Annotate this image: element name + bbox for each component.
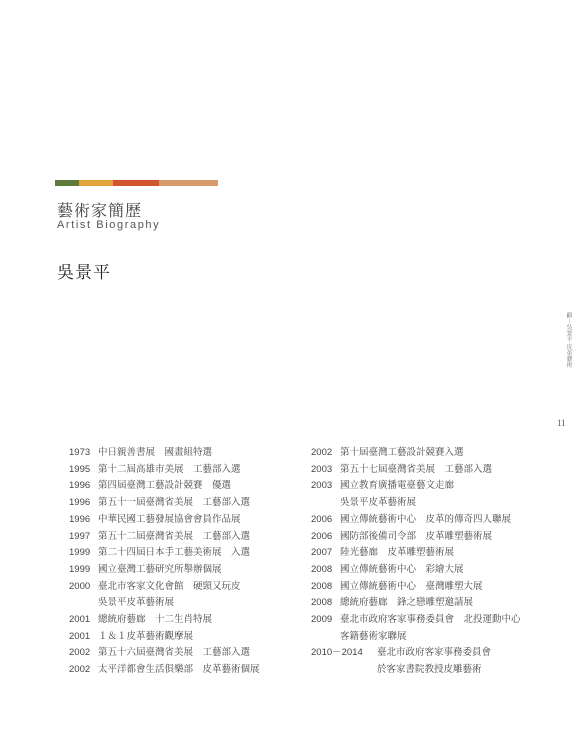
entry-year: 2006 xyxy=(311,530,333,542)
biography-entry xyxy=(69,512,260,529)
entry-text: 第五十六屆臺灣省美展 工藝部入選 xyxy=(98,647,251,659)
entry-text: 中華民國工藝發展協會會員作品展 xyxy=(98,513,241,525)
biography-entry xyxy=(311,612,521,629)
biography-entry xyxy=(69,629,260,646)
biography-entry xyxy=(311,529,521,546)
entry-year: 2008 xyxy=(311,563,333,575)
biography-entry xyxy=(311,512,521,529)
entry-year: 2007 xyxy=(311,547,333,559)
entry-year: 2003 xyxy=(311,480,333,492)
biography-entry xyxy=(69,562,260,579)
color-bar xyxy=(55,180,218,186)
entry-year: 2008 xyxy=(311,597,333,609)
biography-entry xyxy=(311,495,521,512)
entry-year: 1996 xyxy=(69,513,91,525)
entry-year xyxy=(311,629,340,646)
entry-year: 1995 xyxy=(69,463,91,475)
biography-entry xyxy=(311,579,521,596)
biography-entry xyxy=(69,595,260,612)
entry-text: 國立教育廣播電臺藝文走廊 xyxy=(340,480,455,492)
entry-year: 2006 xyxy=(311,513,333,525)
entry-text: 國立臺灣工藝研究所舉辦個展 xyxy=(98,563,222,575)
biography-entry xyxy=(69,495,260,512)
biography-entry xyxy=(311,595,521,612)
entry-text: 第二十四屆日本手工藝美術展 入選 xyxy=(98,547,251,559)
biography-entry xyxy=(69,662,260,679)
entry-text: 國立傳統藝術中心 皮革的傳奇四人聯展 xyxy=(340,513,512,525)
page-number: 11 xyxy=(557,418,566,428)
biography-entry xyxy=(69,462,260,479)
biography-right-column xyxy=(311,445,521,679)
biography-entry xyxy=(69,612,260,629)
artist-name: 吳景平 xyxy=(57,263,111,283)
entry-year xyxy=(311,662,377,679)
entry-text: 臺北市客家文化會館 硬頸又玩皮 xyxy=(98,580,241,592)
section-title-chinese: 藝術家簡歷 xyxy=(57,201,143,220)
biography-entry xyxy=(69,445,260,462)
entry-year: 2002 xyxy=(69,664,91,676)
entry-year: 2010－2014 xyxy=(311,647,363,659)
entry-year: 1999 xyxy=(69,547,91,559)
entry-text: 陸光藝廊 皮革雕塑藝術展 xyxy=(340,547,455,559)
entry-text: 吳景平皮革藝術展 xyxy=(98,597,175,609)
entry-year: 2009 xyxy=(311,614,333,626)
entry-year: 2002 xyxy=(69,647,91,659)
section-title-english: Artist Biography xyxy=(57,219,161,231)
side-running-label: 顧－吳景平 皮革藝術 xyxy=(565,312,572,368)
entry-year xyxy=(311,495,340,512)
biography-entry xyxy=(69,545,260,562)
entry-year xyxy=(69,595,98,612)
biography-left-column xyxy=(69,445,260,679)
entry-text: 第五十七屆臺灣省美展 工藝部入選 xyxy=(340,463,493,475)
biography-entry xyxy=(311,662,521,679)
entry-year: 1999 xyxy=(69,563,91,575)
color-bar-yellow xyxy=(79,180,113,186)
entry-year: 2008 xyxy=(311,580,333,592)
color-bar-red xyxy=(113,180,159,186)
entry-text: １＆１皮革藝術觀摩展 xyxy=(98,630,194,642)
entry-year: 2003 xyxy=(311,463,333,475)
biography-entry xyxy=(311,478,521,495)
biography-entry xyxy=(69,529,260,546)
entry-year: 2000 xyxy=(69,580,91,592)
entry-text: 吳景平皮革藝術展 xyxy=(340,497,417,509)
entry-text: 於客家書院教授皮雕藝術 xyxy=(377,664,482,676)
entry-text: 第四屆臺灣工藝設計競賽 優選 xyxy=(98,480,232,492)
entry-text: 國防部後備司令部 皮革雕塑藝術展 xyxy=(340,530,493,542)
color-bar-green xyxy=(55,180,79,186)
entry-year: 2001 xyxy=(69,614,91,626)
entry-year: 1973 xyxy=(69,447,91,458)
biography-entry xyxy=(69,645,260,662)
biography-entry xyxy=(311,545,521,562)
entry-text: 第五十一屆臺灣省美展 工藝部入選 xyxy=(98,497,251,509)
biography-entry xyxy=(311,645,521,662)
biography-entry xyxy=(311,445,521,462)
biography-entry xyxy=(311,462,521,479)
biography-entry xyxy=(69,478,260,495)
entry-text: 臺北市政府客家事務委員會 xyxy=(377,647,492,659)
entry-text: 太平洋都會生活俱樂部 皮革藝術個展 xyxy=(98,664,260,676)
entry-year: 2002 xyxy=(311,447,333,458)
entry-text: 總統府藝廊 十二生肖特展 xyxy=(98,614,213,626)
biography-entry xyxy=(311,629,521,646)
biography-entry xyxy=(311,562,521,579)
entry-text: 第十二屆高雄市美展 工藝部入選 xyxy=(98,463,241,475)
entry-year: 2001 xyxy=(69,630,91,642)
entry-year: 1997 xyxy=(69,530,91,542)
entry-year: 1996 xyxy=(69,480,91,492)
entry-text: 國立傳統藝術中心 臺灣雕塑大展 xyxy=(340,580,483,592)
biography-entry xyxy=(69,579,260,596)
entry-text: 國立傳統藝術中心 彩繪大展 xyxy=(340,563,464,575)
entry-year: 1996 xyxy=(69,497,91,509)
entry-text: 客籍藝術家聯展 xyxy=(340,630,407,642)
color-bar-tan xyxy=(159,180,218,186)
entry-text: 第十屆臺灣工藝設計競賽入選 xyxy=(340,447,464,458)
entry-text: 臺北市政府客家事務委員會 北投運動中心 xyxy=(340,614,521,626)
entry-text: 第五十二屆臺灣省美展 工藝部入選 xyxy=(98,530,251,542)
entry-text: 中日親善書展 國畫組特選 xyxy=(98,447,213,458)
entry-text: 總統府藝廊 鋒之戀雕塑邀請展 xyxy=(340,597,474,609)
